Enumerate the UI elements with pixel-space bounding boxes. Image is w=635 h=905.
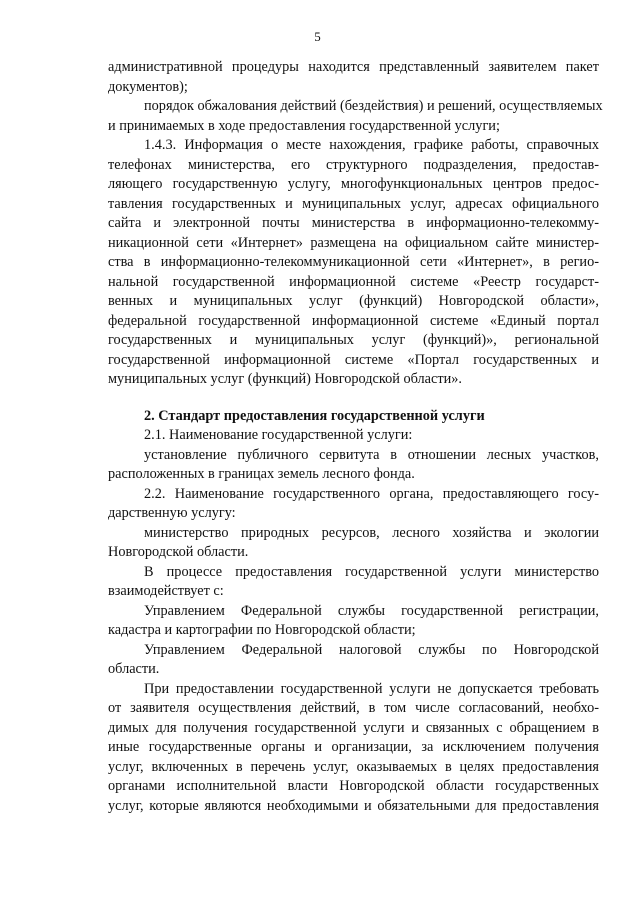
text-line: от заявителя осуществления действий, в том числе согласований, необхо- bbox=[108, 700, 599, 716]
text-line: Управлением Федеральной налоговой службы по Новгородской bbox=[144, 641, 599, 658]
text-line: муниципальных услуг (функций) Новгородской области». bbox=[108, 371, 462, 387]
text-line: тавления государственных и муниципальных услуг, адресах официального bbox=[108, 195, 599, 212]
text-line: установление публичного сервитута в отношении лесных участков, bbox=[144, 446, 599, 463]
text-line: документов); bbox=[108, 78, 188, 95]
text-line: иные государственные органы и организации, за исключением получения bbox=[108, 739, 599, 755]
text-line: венных и муниципальных услуг (функций) Новгородской области», bbox=[108, 293, 599, 309]
text-line: 2.2. Наименование государственного органа, предоставляющего госу- bbox=[144, 485, 599, 502]
document-body bbox=[108, 58, 603, 816]
text-line: 1.4.3. Информация о месте нахождения, графике работы, справочных bbox=[144, 137, 599, 153]
page-number: 5 bbox=[314, 29, 321, 44]
text-line: кадастра и картографии по Новгородской области; bbox=[108, 622, 416, 638]
text-line: административной процедуры находится представленный заявителем пакет bbox=[108, 59, 599, 75]
text-line: 2.1. Наименование государственной услуги: bbox=[144, 427, 413, 443]
text-line: ства в информационно-телекоммуникационной сети «Интернет», в регио- bbox=[108, 254, 599, 270]
text-line: услуг, включенных в перечень услуг, оказываемых в целях предоставления bbox=[108, 758, 599, 775]
text-line: государственной информационной системе «Портал государственных и bbox=[108, 351, 599, 368]
text-line: Новгородской области. bbox=[108, 544, 249, 560]
text-line: сайта и электронной почты министерства в информационно-телекомму- bbox=[108, 215, 599, 231]
text-line: ляющего государственную услугу, многофункциональных центров предос- bbox=[108, 176, 599, 192]
text-line: взаимодействует с: bbox=[108, 583, 224, 599]
text-line: никационной сети «Интернет» размещена на официальном сайте министер- bbox=[108, 234, 599, 251]
text-line: димых для получения государственной услуги и связанных с обращением в bbox=[108, 719, 599, 736]
paragraph-gap bbox=[108, 390, 599, 407]
text-line: услуг, которые являются необходимыми и обязательными для предоставления bbox=[108, 797, 599, 814]
text-line: дарственную услугу: bbox=[108, 505, 236, 521]
text-line: и принимаемых в ходе предоставления государственной услуги; bbox=[108, 117, 500, 134]
text-line: телефонах министерства, его структурного подразделения, предостав- bbox=[108, 156, 599, 173]
text-line: расположенных в границах земель лесного фонда. bbox=[108, 466, 415, 482]
text-line: государственных и муниципальных услуг (функций)», региональной bbox=[108, 332, 599, 348]
text-line: федеральной государственной информационной системе «Единый портал bbox=[108, 312, 599, 329]
section-heading: 2. Стандарт предоставления государственной услуги bbox=[144, 407, 485, 424]
text-line: министерство природных ресурсов, лесного хозяйства и экологии bbox=[144, 524, 599, 541]
text-line: Управлением Федеральной службы государственной регистрации, bbox=[144, 602, 599, 619]
text-line: При предоставлении государственной услуги не допускается требовать bbox=[144, 680, 599, 697]
text-line: органами исполнительной власти Новгородской области государственных bbox=[108, 778, 599, 794]
text-line: области. bbox=[108, 661, 160, 677]
text-line: В процессе предоставления государственной услуги министерство bbox=[144, 563, 599, 580]
text-line: нальной государственной информационной системе «Реестр государст- bbox=[108, 273, 599, 290]
text-line: порядок обжалования действий (бездействия) и решений, осуществляемых bbox=[144, 98, 603, 114]
